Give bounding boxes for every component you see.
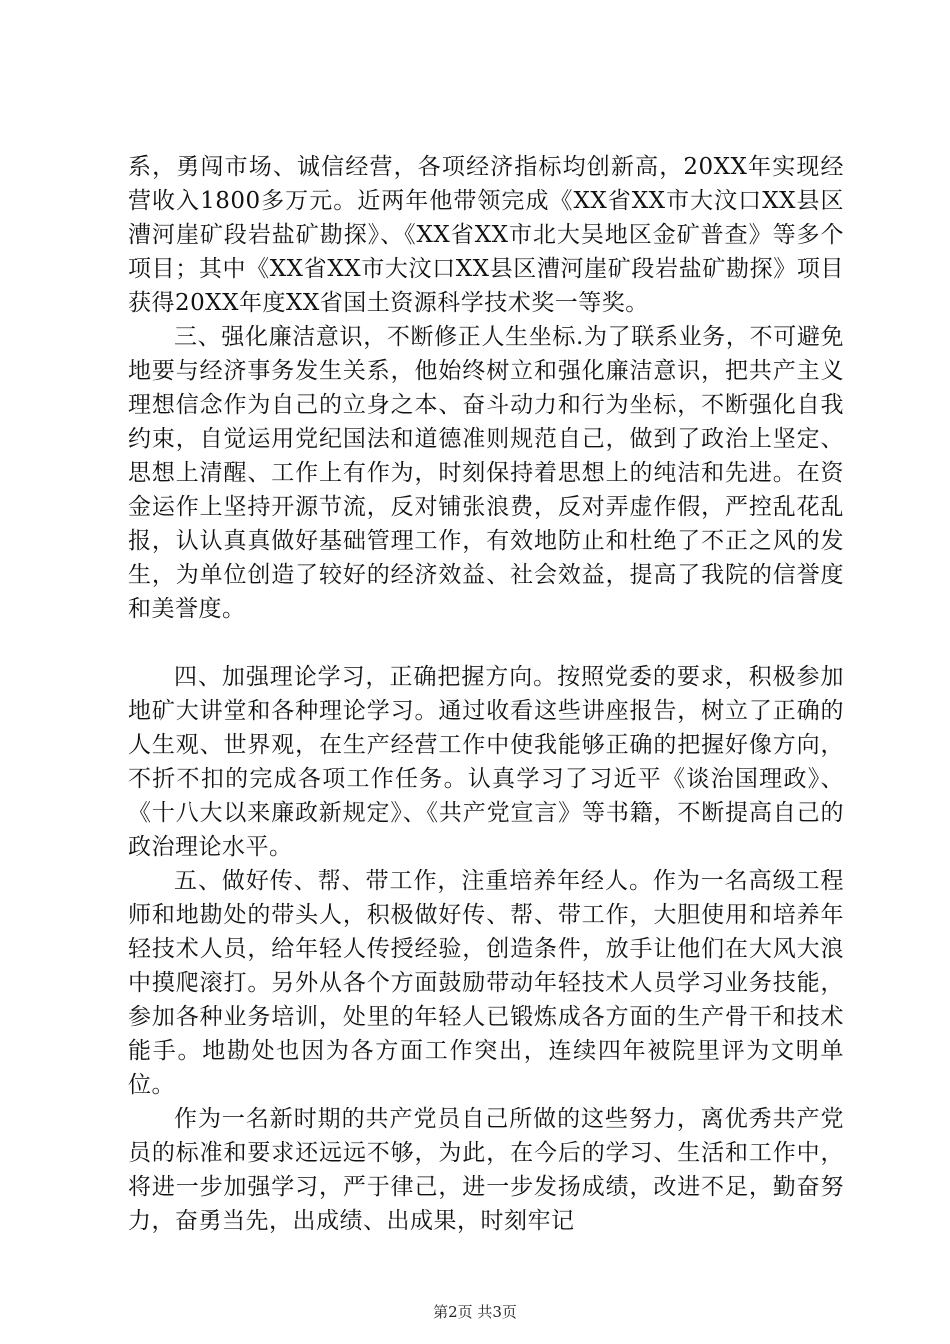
paragraph-closing: 作为一名新时期的共产党员自己所做的这些努力，离优秀共产党员的标准和要求还远远不够，为此，在今后的学习、生活和工作中，将进一步加强学习，严于律己，进一步发扬成绩，改进不足，勤奋努力，奋勇当先，出成绩、出成果，时刻牢记 [128, 1106, 844, 1234]
paragraph-section-5: 五、做好传、帮、带工作，注重培养年经人。作为一名高级工程师和地勘处的带头人，积极做好传、帮、带工作，大胆使用和培养年轻技术人员，给年轻人传授经验，创造条件，放手让他们在大风大浪中摸爬滚打。另外从各个方面鼓励带动年轻技术人员学习业务技能，参加各种业务培训，处里的年轻人已锻炼成各方面的生产骨干和技术能手。地勘处也因为各方面工作突出，连续四年被院里评为文明单位。 [128, 868, 844, 1098]
paragraph-continuation: 系，勇闯市场、诚信经营，各项经济指标均创新高，20XX年实现经营收入1800多万元。近两年他带领完成《XX省XX市大汶口XX县区漕河崖矿段岩盐矿勘探》、《XX省XX市北大吴地区金矿普查》等多个项目；其中《XX省XX市大汶口XX县区漕河崖矿段岩盐矿勘探》项目获得20XX年度XX省国土资源科学技术奖一等奖。 [128, 154, 844, 316]
document-body [128, 150, 844, 1238]
paragraph-gap [128, 626, 844, 660]
page-number-footer: 第2页 共3页 [433, 1303, 517, 1321]
paragraph-section-4: 四、加强理论学习，正确把握方向。按照党委的要求，积极参加地矿大讲堂和各种理论学习。通过收看这些讲座报告，树立了正确的人生观、世界观，在生产经营工作中使我能够正确的把握好像方向，不折不扣的完成各项工作任务。认真学习了习近平《谈治国理政》、《十八大以来廉政新规定》、《共产党宣言》等书籍，不断提高自己的政治理论水平。 [128, 664, 844, 860]
paragraph-section-3: 三、强化廉洁意识，不断修正人生坐标.为了联系业务，不可避免地要与经济事务发生关系，他始终树立和强化廉洁意识，把共产主义理想信念作为自己的立身之本、奋斗动力和行为坐标，不断强化自我约束，自觉运用党纪国法和道德准则规范自己，做到了政治上坚定、思想上清醒、工作上有作为，时刻保持着思想上的纯洁和先进。在资金运作上坚持开源节流，反对铺张浪费，反对弄虚作假，严控乱花乱报，认认真真做好基础管理工作，有效地防止和杜绝了不正之风的发生，为单位创造了较好的经济效益、社会效益，提高了我院的信誉度和美誉度。 [128, 324, 844, 622]
